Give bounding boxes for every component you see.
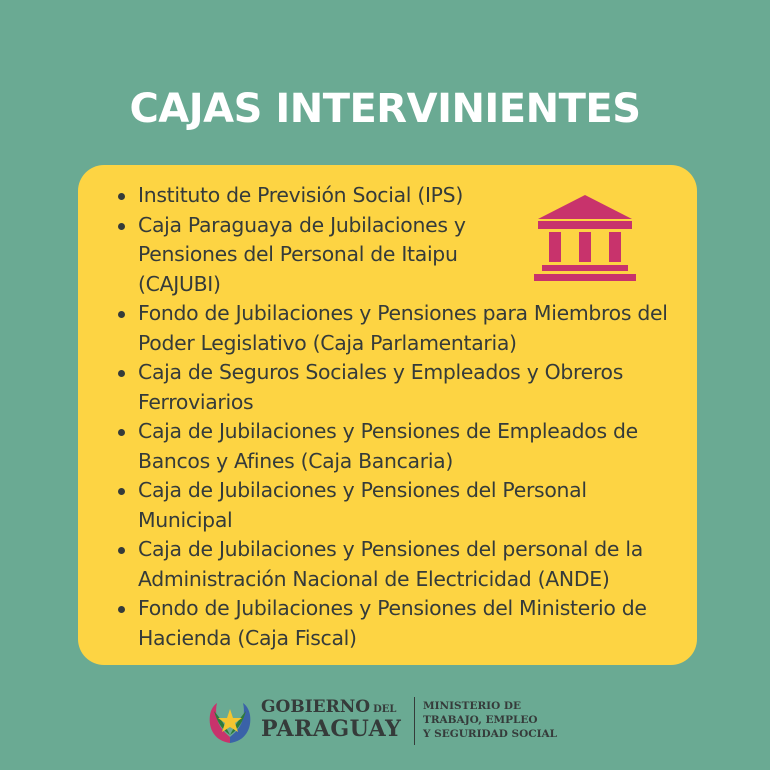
list-item: Fondo de Jubilaciones y Pensiones para Miembros del Poder Legislativo (Caja Parlamentaria) <box>138 299 681 358</box>
list-item: Fondo de Jubilaciones y Pensiones del Ministerio de Hacienda (Caja Fiscal) <box>138 594 681 653</box>
footer-logo <box>205 693 585 753</box>
list-item: Caja de Jubilaciones y Pensiones del Personal Municipal <box>138 476 681 535</box>
gobierno-paraguay-logo <box>261 699 401 740</box>
list-item: Instituto de Previsión Social (IPS) <box>138 181 681 211</box>
page-title: CAJAS INTERVINIENTES <box>129 86 641 132</box>
gobierno-text: GOBIERNO <box>261 697 371 717</box>
list-item: Caja de Jubilaciones y Pensiones de Empleados de Bancos y Afines (Caja Bancaria) <box>138 417 681 476</box>
ministry-line: TRABAJO, EMPLEO <box>423 714 538 726</box>
footer-divider <box>414 697 415 745</box>
paraguay-text: PARAGUAY <box>261 716 402 742</box>
list-item: Caja de Seguros Sociales y Empleados y Obreros Ferroviarios <box>138 358 681 417</box>
government-seal-icon <box>205 697 255 747</box>
info-card <box>78 165 697 665</box>
del-text: DEL <box>373 704 397 715</box>
list-item: Caja Paraguaya de Jubilaciones y Pensiones del Personal de Itaipu (CAJUBI) <box>138 211 681 300</box>
bank-building-icon <box>530 189 640 289</box>
list-item: Caja de Jubilaciones y Pensiones del personal de la Administración Nacional de Electricidad (ANDE) <box>138 535 681 594</box>
ministry-line: MINISTERIO DE <box>423 700 521 712</box>
ministry-line: Y SEGURIDAD SOCIAL <box>423 728 558 740</box>
ministry-name <box>423 699 557 741</box>
